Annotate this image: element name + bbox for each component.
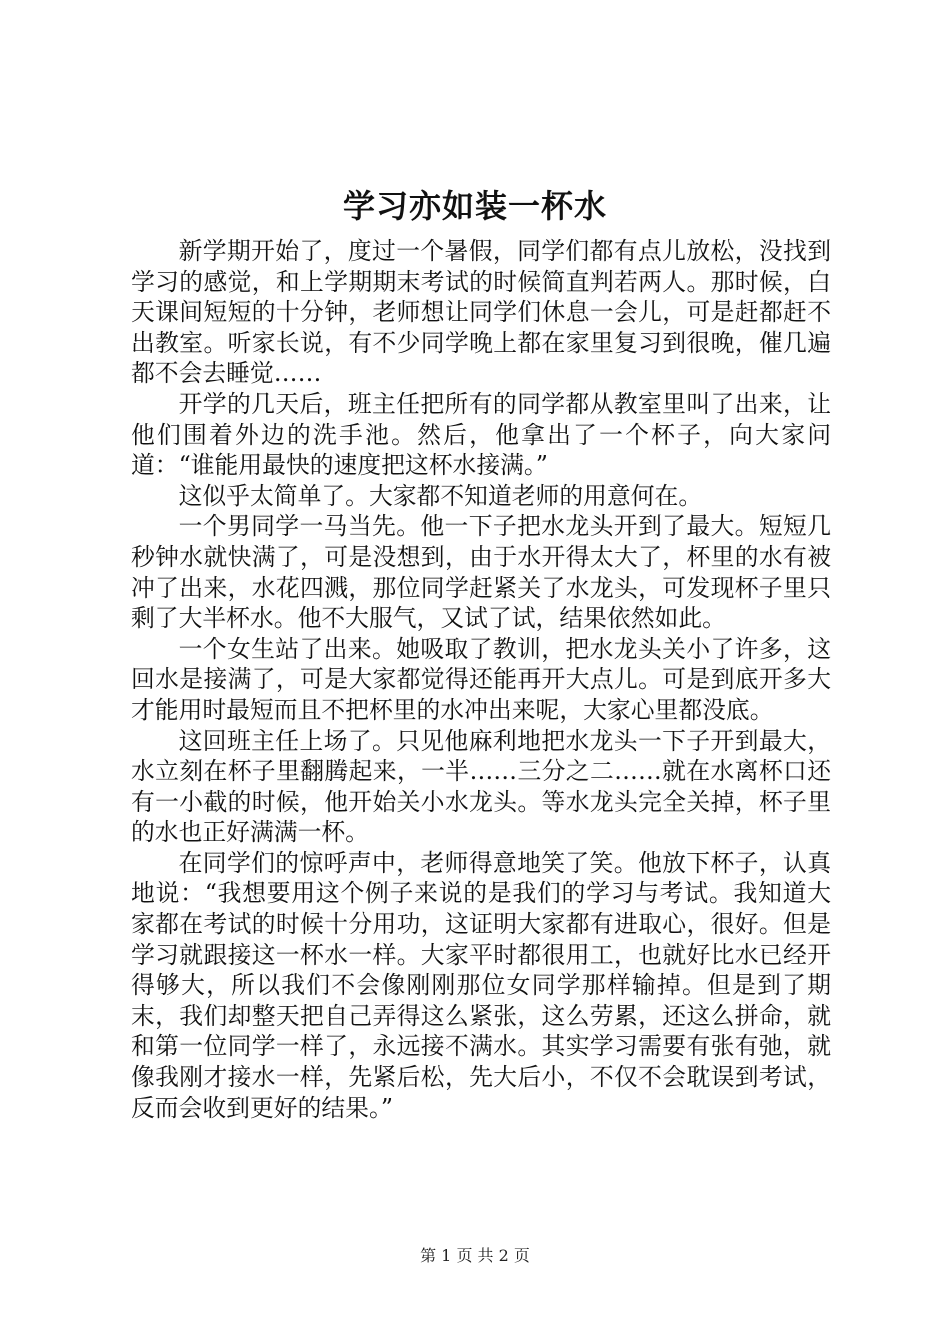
paragraph: 一个男同学一马当先。他一下子把水龙头开到了最大。短短几秒钟水就快满了，可是没想到，由于水开得太大了，杯里的水有被冲了出来，水花四溅，那位同学赶紧关了水龙头，可发现杯子里只剩了大半杯水。他不大服气，又试了试，结果依然如此。 — [131, 512, 831, 633]
paragraph: 这回班主任上场了。只见他麻利地把水龙头一下子开到最大，水立刻在杯子里翻腾起来，一半……三分之二……就在水离杯口还有一小截的时候，他开始关小水龙头。等水龙头完全关掉，杯子里的水也正好满满一杯。 — [131, 726, 831, 847]
paragraph: 新学期开始了，度过一个暑假，同学们都有点儿放松，没找到学习的感觉，和上学期期末考试的时候简直判若两人。那时候，白天课间短短的十分钟，老师想让同学们休息一会儿，可是赶都赶不出教室。听家长说，有不少同学晚上都在家里复习到很晚，催几遍都不会去睡觉…… — [131, 237, 831, 388]
document-title: 学习亦如装一杯水 — [342, 187, 607, 225]
document-body — [131, 236, 831, 1123]
paragraph: 这似乎太简单了。大家都不知道老师的用意何在。 — [178, 481, 703, 510]
page-footer: 第 1 页 共 2 页 — [420, 1246, 530, 1265]
paragraph: 一个女生站了出来。她吸取了教训，把水龙头关小了许多，这回水是接满了，可是大家都觉得还能再开大点儿。可是到底开多大才能用时最短而且不把杯里的水冲出来呢，大家心里都没底。 — [131, 634, 831, 724]
paragraph: 开学的几天后，班主任把所有的同学都从教室里叫了出来，让他们围着外边的洗手池。然后，他拿出了一个杯子，向大家问道：“谁能用最快的速度把这杯水接满。” — [131, 389, 831, 480]
paragraph: 在同学们的惊呼声中，老师得意地笑了笑。他放下杯子，认真地说：“我想要用这个例子来说的是我们的学习与考试。我知道大家都在考试的时候十分用功，这证明大家都有进取心，很好。但是学习就跟接这一杯水一样。大家平时都很用工，也就好比水已经开得够大，所以我们不会像刚刚那位女同学那样输掉。但是到了期末，我们却整天把自己弄得这么紧张，这么劳累，还这么拼命，就和第一位同学一样了，永远接不满水。其实学习需要有张有弛，就像我刚才接水一样，先紧后松，先大后小，不仅不会耽误到考试，反而会收到更好的结果。” — [131, 848, 831, 1122]
